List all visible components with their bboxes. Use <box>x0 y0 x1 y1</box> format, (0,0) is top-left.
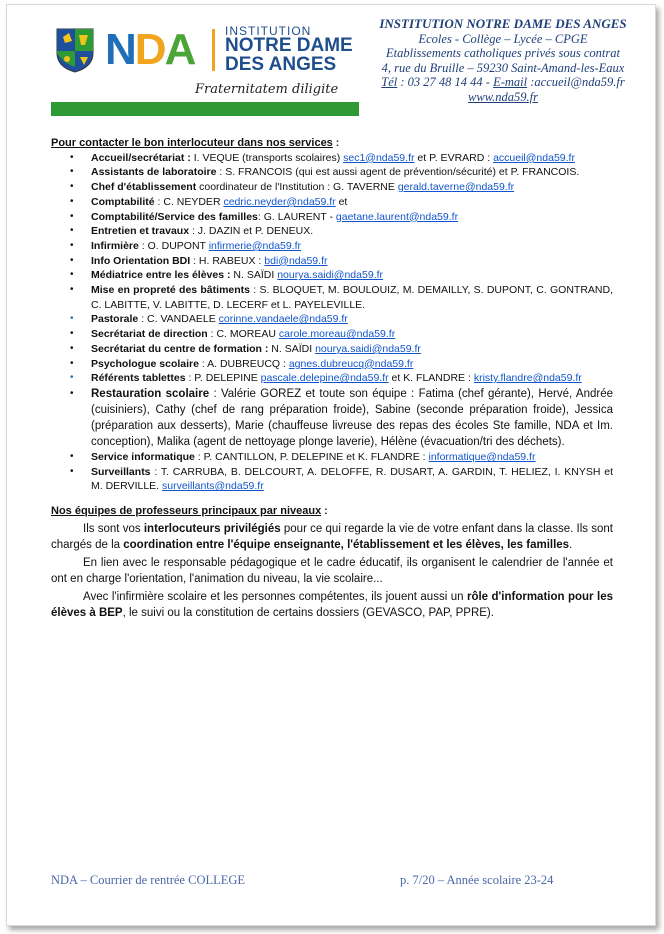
crest-icon <box>55 27 95 73</box>
service-item <box>91 151 613 166</box>
service-item <box>91 327 613 342</box>
tel-link[interactable]: Tél <box>381 75 398 89</box>
service-label: Surveillants <box>91 465 151 478</box>
contact-address: 4, rue du Bruille – 59230 Saint-Amand-les-Eaux <box>381 60 625 75</box>
service-item <box>91 210 613 225</box>
green-bar <box>51 102 359 116</box>
service-email-link[interactable]: gerald.taverne@nda59.fr <box>397 181 515 194</box>
institution-name <box>225 36 353 74</box>
service-text: : C. VANDAELE <box>138 313 219 326</box>
service-email-link[interactable]: nourya.saidi@nda59.fr <box>277 269 383 282</box>
institution-name-line1: NOTRE DAME <box>225 35 353 56</box>
institution-word: INSTITUTION <box>225 24 312 38</box>
service-email-link[interactable]: nourya.saidi@nda59.fr <box>315 342 421 355</box>
service-email-link[interactable]: corinne.vandaele@nda59.fr <box>218 313 348 326</box>
service-label: Restauration scolaire <box>91 387 210 400</box>
website-link[interactable]: www.nda59.fr <box>468 89 538 104</box>
service-email-link[interactable]: informatique@nda59.fr <box>428 450 536 463</box>
service-email-link[interactable]: kristy.flandre@nda59.fr <box>473 372 582 385</box>
nda-logo <box>105 27 194 73</box>
service-email-link[interactable]: surveillants@nda59.fr <box>162 480 264 493</box>
service-label: Mise en propreté des bâtiments <box>91 284 250 297</box>
service-text: : C. NEYDER <box>154 195 224 208</box>
service-email-link[interactable]: agnes.dubreucq@nda59.fr <box>288 357 414 370</box>
service-text: : S. FRANCOIS (qui est aussi agent de prévention/sécurité) et P. FRANCOIS. <box>216 166 580 179</box>
service-item <box>91 283 613 312</box>
service-label: Comptabilité <box>91 195 155 208</box>
email-value: :accueil@nda59.fr <box>527 75 625 89</box>
service-text: : G. LAURENT - <box>257 210 336 223</box>
service-label: Pastorale <box>91 313 139 326</box>
contact-name: INSTITUTION NOTRE DAME DES ANGES <box>379 16 627 31</box>
institution-name-line2: DES ANGES <box>225 54 337 75</box>
service-email-link[interactable]: gaetane.laurent@nda59.fr <box>335 210 459 223</box>
service-text: et <box>335 195 348 208</box>
logo-separator <box>212 29 215 71</box>
service-label: Accueil/secrétariat : <box>91 151 191 164</box>
service-email-link[interactable]: infirmerie@nda59.fr <box>208 239 302 252</box>
letterhead <box>7 5 655 125</box>
service-text: N. SAÏDI <box>268 342 316 355</box>
main-content <box>51 136 613 621</box>
service-email-link[interactable]: accueil@nda59.fr <box>493 151 575 164</box>
service-label: Service informatique <box>91 450 195 463</box>
teachers-paragraph-2: En lien avec le responsable pédagogique et le cadre éducatif, ils organisent le calendrier de l'année et ont en charge l'orientation, l'animation du niveau, la vie scolaire... <box>51 556 613 585</box>
email-link[interactable]: E-mail <box>493 75 528 89</box>
service-email-link[interactable]: cedric.neyder@nda59.fr <box>223 195 336 208</box>
service-item <box>91 312 613 327</box>
service-text: : Valérie GOREZ et toute son équipe : Fatima (chef gérante), Hervé, Andrée (cuisiniers), Cathy (chef de rang préparation froide), Sabine (seconde préparation froide), Jessica (préparation aux desserts), Marie (chauffeuse livreuse des repas des écoles Ste famille, NDA et Im. conception), Malika (agent de nettoyage plonge laverie), Hélène (évacuation/tri des déchets). <box>91 387 613 448</box>
service-item <box>91 180 613 195</box>
footer-right: p. 7/20 – Année scolaire 23-24 <box>400 873 554 887</box>
service-email-link[interactable]: bdi@nda59.fr <box>264 254 328 267</box>
service-email-link[interactable]: pascale.delepine@nda59.fr <box>260 372 389 385</box>
teachers-paragraph-1: Ils sont vos interlocuteurs privilégiés pour ce qui regarde la vie de votre enfant dans la classe. Ils sont chargés de la coordination entre l'équipe enseignante, l'établissement et les élèves, les familles. <box>51 522 614 551</box>
contact-phone-email <box>372 75 634 90</box>
service-text: : C. MOREAU <box>207 328 279 341</box>
teachers-title: Nos équipes de professeurs principaux par niveaux <box>51 505 322 518</box>
service-label: Référents tablettes <box>91 372 186 385</box>
teachers-paragraph-3: Avec l'infirmière scolaire et les personnes compétentes, ils jouent aussi un rôle d'information pour les élèves à BEP, le suivi ou la constitution de certains dossiers (GEVASCO, PAP, PPRE). <box>51 590 613 619</box>
service-label: Chef d'établissement <box>91 181 197 194</box>
service-text: : P. DELEPINE <box>185 372 261 385</box>
service-email-link[interactable]: sec1@nda59.fr <box>343 151 415 164</box>
document-page <box>6 4 656 926</box>
service-label: Info Orientation BDI <box>91 254 191 267</box>
service-label: Secrétariat du centre de formation : <box>91 342 269 355</box>
services-title: Pour contacter le bon interlocuteur dans nos services <box>51 137 333 149</box>
contact-block <box>372 17 634 104</box>
service-label: Comptabilité/Service des familles <box>91 210 258 223</box>
service-text: : A. DUBREUCQ : <box>198 357 289 370</box>
service-text: I. VEQUE (transports scolaires) <box>190 151 344 164</box>
logo-letter-d: D <box>134 25 165 74</box>
service-item <box>91 254 613 269</box>
service-item <box>91 165 613 180</box>
teachers-title-suffix: : <box>321 505 328 518</box>
logo-letter-a: A <box>164 25 195 74</box>
service-item <box>91 450 613 465</box>
teachers-section <box>51 504 613 621</box>
service-text: : J. DAZIN et P. DENEUX. <box>189 225 314 238</box>
service-item <box>91 465 613 494</box>
service-text: coordinateur de l'Institution : G. TAVERNE <box>196 181 398 194</box>
service-text: : S. BLOQUET, M. BOULOUIZ, M. DEMAILLY, S. DUPONT, C. GONTRAND, C. LABITTE, V. LABITTE, D. LECERF et L. PAYELEVILLE. <box>91 284 613 311</box>
service-text: : H. RABEUX : <box>190 254 265 267</box>
service-text: : P. CANTILLON, P. DELEPINE et K. FLANDRE : <box>194 450 429 463</box>
service-email-link[interactable]: carole.moreau@nda59.fr <box>278 328 396 341</box>
contact-line1: Ecoles - Collège – Lycée – CPGE <box>418 31 588 46</box>
service-label: Entretien et travaux <box>91 225 190 238</box>
services-list <box>51 151 613 494</box>
contact-line2: Etablissements catholiques privés sous contrat <box>385 46 620 60</box>
service-text: : T. CARRUBA, B. DELCOURT, A. DELOFFE, R. DUSART, A. GARDIN, T. HELIEZ, I. KNYSH et M. DERVILLE. <box>91 465 613 493</box>
service-label: Psychologue scolaire <box>91 357 199 370</box>
footer-left: NDA – Courrier de rentrée COLLEGE <box>51 873 246 887</box>
service-item <box>91 239 613 254</box>
service-item <box>91 357 613 372</box>
service-text: et K. FLANDRE : <box>388 372 474 385</box>
service-item <box>91 386 613 450</box>
logo-letter-n: N <box>105 25 135 74</box>
service-item <box>91 268 613 283</box>
motto: Fraternitatem diligite <box>195 82 339 97</box>
service-label: Assistants de laboratoire <box>91 166 217 179</box>
service-item <box>91 342 613 357</box>
service-item <box>91 371 613 386</box>
service-text: : O. DUPONT <box>138 239 209 252</box>
service-text: et P. EVRARD : <box>414 151 494 164</box>
service-text: N. SAÏDI <box>230 269 278 282</box>
teachers-heading <box>51 504 613 519</box>
services-heading <box>51 136 613 151</box>
service-label: Secrétariat de direction <box>91 328 208 341</box>
tel-value: : 03 27 48 14 44 - <box>397 75 494 89</box>
services-title-suffix: : <box>332 137 340 149</box>
service-item <box>91 195 613 210</box>
service-label: Médiatrice entre les élèves : <box>91 269 231 282</box>
service-label: Infirmière <box>91 239 139 252</box>
service-item <box>91 224 613 239</box>
